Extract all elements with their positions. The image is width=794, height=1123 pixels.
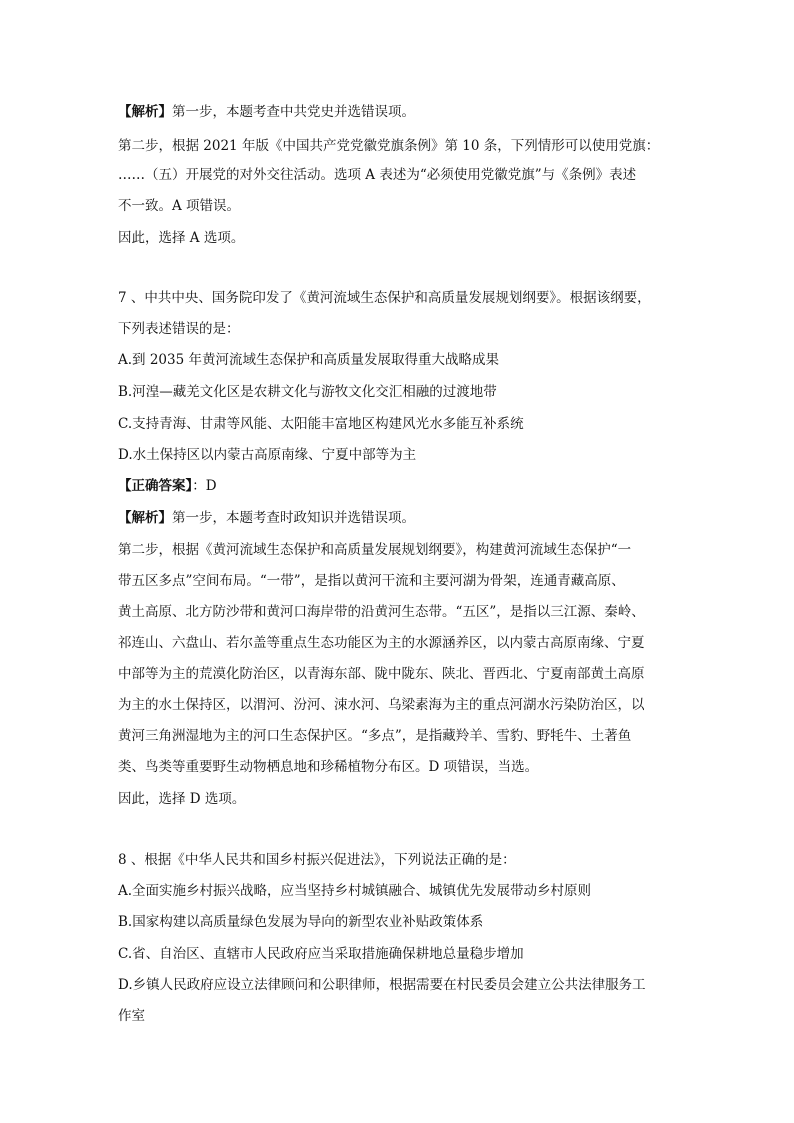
answer-line [118,476,217,496]
analysis-line [118,508,415,528]
option-a: A.全面实施乡村振兴战略，应当坚持乡村城镇融合、城镇优先发展带动乡村原则 [118,883,592,899]
question-stem-line: 8 、根据《中华人民共和国乡村振兴促进法》，下列说法正确的是： [118,852,516,868]
option-c: C.省、自治区、直辖市人民政府应当采取措施确保耕地总量稳步增加 [118,946,524,962]
analysis-tag: 【解析】 [118,510,172,526]
option-d: D.水土保持区以内蒙古高原南缘、宁夏中部等为主 [118,447,417,463]
conclusion-line: 因此，选择 D 选项。 [118,791,246,807]
question-stem-line: 下列表述错误的是： [118,321,240,337]
answer-value: ：D [192,478,217,494]
analysis-step2-line: 为主的水土保持区，以渭河、汾河、涑水河、乌梁素海为主的重点河湖水污染防治区，以 [118,697,645,713]
analysis-line [118,102,415,122]
analysis-step2-line: 带五区多点”空间布局。“一带”，是指以黄河干流和主要河湖为骨架，连通青藏高原、 [118,573,625,589]
analysis-step2-line: 黄河三角洲湿地为主的河口生态保护区。“多点”，是指藏羚羊、雪豹、野牦牛、土著鱼 [118,728,632,744]
analysis-tag: 【解析】 [118,104,172,120]
option-b: B.河湟—藏羌文化区是农耕文化与游牧文化交汇相融的过渡地带 [118,384,497,400]
analysis-step2-line: 中部等为主的荒漠化防治区，以青海东部、陇中陇东、陕北、晋西北、宁夏南部黄土高原 [118,666,645,682]
analysis-step2-line: ……（五）开展党的对外交往活动。选项 A 表述为“必须使用党徽党旗”与《条例》表述 [118,167,637,183]
option-c: C.支持青海、甘肃等风能、太阳能丰富地区构建风光水多能互补系统 [118,416,524,432]
option-d-continuation: 作室 [118,1008,145,1024]
option-b: B.国家构建以高质量绿色发展为导向的新型农业补贴政策体系 [118,914,484,930]
analysis-step2-line: 不一致。A 项错误。 [118,198,241,214]
question-stem-line: 7 、中共中央、国务院印发了《黄河流域生态保护和高质量发展规划纲要》。根据该纲要， [118,290,651,306]
option-a: A.到 2035 年黄河流域生态保护和高质量发展取得重大战略成果 [118,352,499,368]
analysis-step2-line: 第二步，根据 2021 年版《中国共产党党徽党旗条例》第 10 条，下列情形可以使用党旗： [118,138,660,154]
analysis-step2-line: 祁连山、六盘山、若尔盖等重点生态功能区为主的水源涵养区，以内蒙古高原南缘、宁夏 [118,635,645,651]
analysis-step2-line: 类、鸟类等重要野生动物栖息地和珍稀植物分布区。D 项错误，当选。 [118,759,539,775]
analysis-text: 第一步，本题考查中共党史并选错误项。 [172,104,415,120]
option-d: D.乡镇人民政府应设立法律顾问和公职律师，根据需要在村民委员会建立公共法律服务工 [118,977,646,993]
answer-tag: 【正确答案】 [118,478,193,494]
analysis-step2-line: 第二步，根据《黄河流域生态保护和高质量发展规划纲要》，构建黄河流域生态保护“一 [118,542,632,558]
analysis-text: 第一步，本题考查时政知识并选错误项。 [172,510,415,526]
conclusion-line: 因此，选择 A 选项。 [118,230,245,246]
analysis-step2-line: 黄土高原、北方防沙带和黄河口海岸带的沿黄河生态带。“五区”，是指以三江源、秦岭、 [118,604,645,620]
